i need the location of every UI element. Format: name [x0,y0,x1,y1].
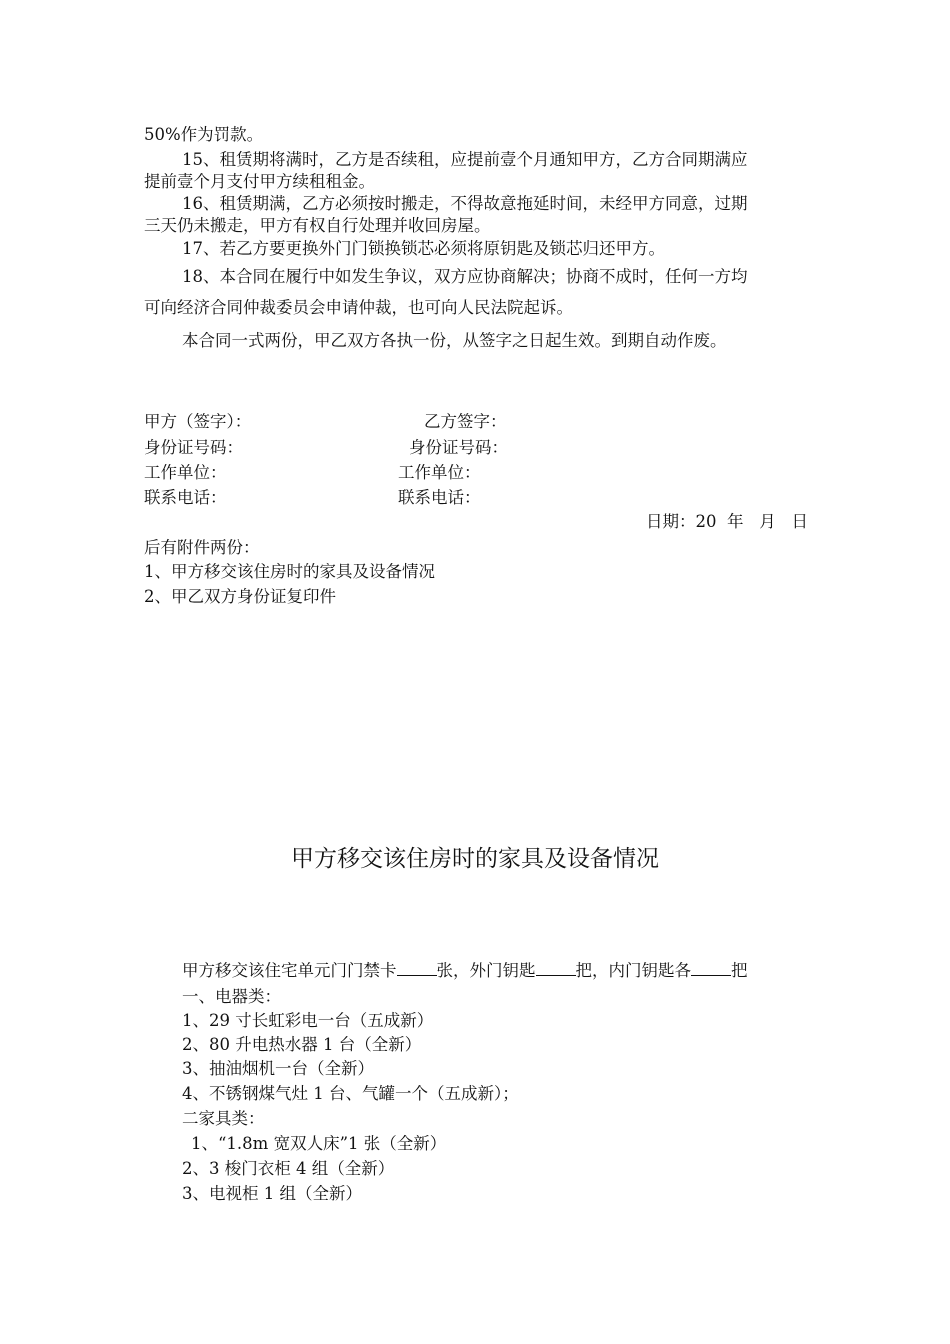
appliances-heading: 一、电器类： [182,987,281,1006]
keys-text-part-1: 甲方移交该住宅单元门门禁卡 [182,961,397,980]
clause-18-line-2: 可向经济合同仲裁委员会申请仲裁，也可向人民法院起诉。 [144,298,573,317]
keys-handover-line [182,960,748,982]
clause-16-line-1: 16、租赁期满，乙方必须按时搬走，不得故意拖延时间，未经甲方同意，过期 [182,194,748,213]
contract-line-penalty: 50%作为罚款。 [144,125,264,144]
attachment-item-2: 2、甲乙双方身份证复印件 [144,587,336,606]
appliance-item-2: 2、80 升电热水器 1 台（全新） [182,1035,422,1054]
party-a-work-label: 工作单位： [144,463,227,482]
party-b-work-label: 工作单位： [398,463,481,482]
clause-15-line-2: 提前壹个月支付甲方续租租金。 [144,172,375,191]
keys-text-part-2: 张，外门钥匙 [436,961,536,980]
furniture-heading: 二家具类： [182,1109,265,1128]
clause-18-line-1: 18、本合同在履行中如发生争议，双方应协商解决；协商不成时，任何一方均 [182,267,748,286]
party-a-signature-label: 甲方（签字）： [144,412,252,431]
inner-key-count-blank [691,961,731,976]
annex-title: 甲方移交该住房时的家具及设备情况 [291,846,659,872]
party-b-signature-label: 乙方签字： [424,412,507,431]
appliance-item-4: 4、不锈钢煤气灶 1 台、气罐一个（五成新）； [182,1084,519,1103]
appliance-item-3: 3、抽油烟机一台（全新） [182,1059,374,1078]
card-count-blank [397,961,437,976]
party-a-id-label: 身份证号码： [144,438,243,457]
furniture-item-3: 3、电视柜 1 组（全新） [182,1184,362,1203]
attachments-heading: 后有附件两份： [144,538,260,557]
clause-15-line-1: 15、租赁期将满时，乙方是否续租，应提前壹个月通知甲方，乙方合同期满应 [182,150,748,169]
party-b-phone-label: 联系电话： [398,488,481,507]
attachment-item-1: 1、甲方移交该住房时的家具及设备情况 [144,562,435,581]
outer-key-count-blank [536,961,576,976]
keys-text-part-3: 把，内门钥匙各 [575,961,691,980]
party-a-phone-label: 联系电话： [144,488,227,507]
signing-date: 日期：20 年 月 日 [646,512,808,531]
party-b-id-label: 身份证号码： [409,438,508,457]
clause-17: 17、若乙方要更换外门门锁换锁芯必须将原钥匙及锁芯归还甲方。 [182,239,665,258]
furniture-item-2: 2、3 梭门衣柜 4 组（全新） [182,1159,395,1178]
clause-16-line-2: 三天仍未搬走，甲方有权自行处理并收回房屋。 [144,216,491,235]
appliance-item-1: 1、29 寸长虹彩电一台（五成新） [182,1011,434,1030]
contract-final-clause: 本合同一式两份，甲乙双方各执一份，从签字之日起生效。到期自动作废。 [182,331,727,350]
keys-text-part-4: 把 [731,961,748,980]
furniture-item-1: 1、“1.8m 宽双人床”1 张（全新） [191,1134,447,1153]
